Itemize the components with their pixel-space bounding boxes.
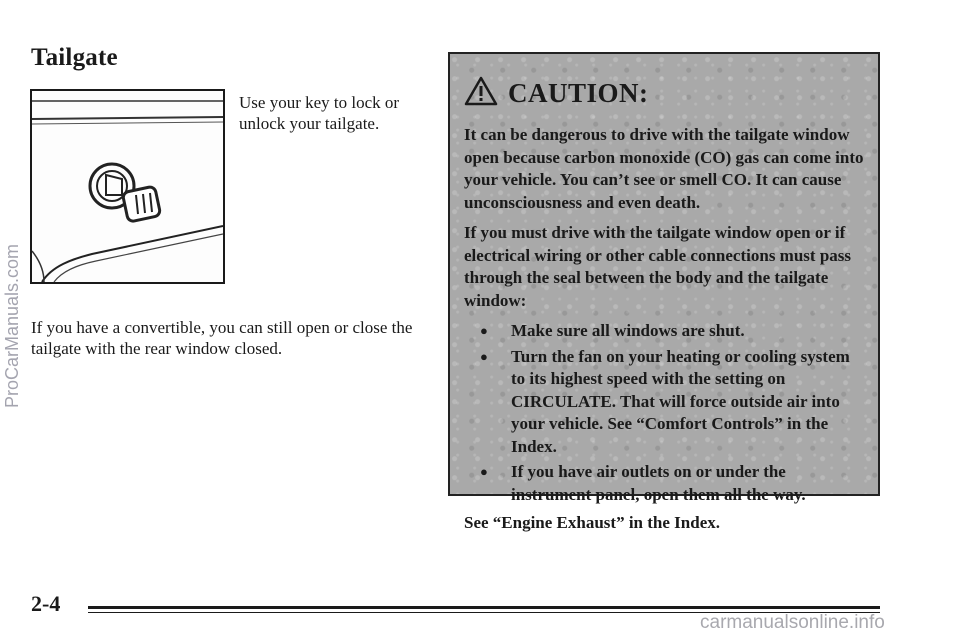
caution-header (464, 74, 864, 112)
page-number: 2-4 (31, 591, 61, 616)
tailgate-key-lock-illustration (32, 91, 223, 282)
convertible-note: If you have a convertible, you can still open or close the tailgate with the rear window closed. (31, 318, 413, 358)
caution-closing: See “Engine Exhaust” in the Index. (464, 513, 720, 532)
list-item-text: If you have air outlets on or under the instrument panel, open them all the way. (511, 462, 806, 504)
bullet-icon: ● (480, 348, 488, 364)
caution-bullet-list (464, 320, 864, 506)
bullet-icon: ● (480, 464, 488, 479)
list-item (464, 461, 864, 506)
bullet-icon: ● (480, 323, 488, 338)
watermark-bottom: carmanualsonline.info (700, 612, 885, 633)
list-item (464, 346, 864, 459)
list-item-text: Make sure all windows are shut. (511, 321, 745, 340)
page-title: Tailgate (31, 44, 118, 71)
footer-rule (88, 606, 880, 609)
caution-paragraph-1: It can be dangerous to drive with the tailgate window open because carbon monoxide (CO) gas can come into your vehicle. You can’t see or smell CO. It can cause unconsciousness and even death. (464, 125, 864, 212)
caution-box (448, 52, 880, 532)
list-item-text: Turn the fan on your heating or cooling system to its highest speed with the setting on CIRCULATE. That will force outside air into your vehicle. See “Comfort Controls” in the Index. (511, 346, 850, 456)
watermark-left: ProCarManuals.com (2, 243, 22, 408)
key-lock-instructions: Use your key to lock or unlock your tailgate. (239, 93, 400, 133)
caution-paragraph-2: If you must drive with the tailgate window open or if electrical wiring or other cable connections must pass through the seal between the body and the tailgate window: (464, 223, 852, 310)
list-item (464, 320, 864, 343)
warning-triangle-icon (464, 76, 498, 111)
tailgate-lock-figure (30, 89, 225, 284)
caution-title: CAUTION: (508, 77, 649, 108)
